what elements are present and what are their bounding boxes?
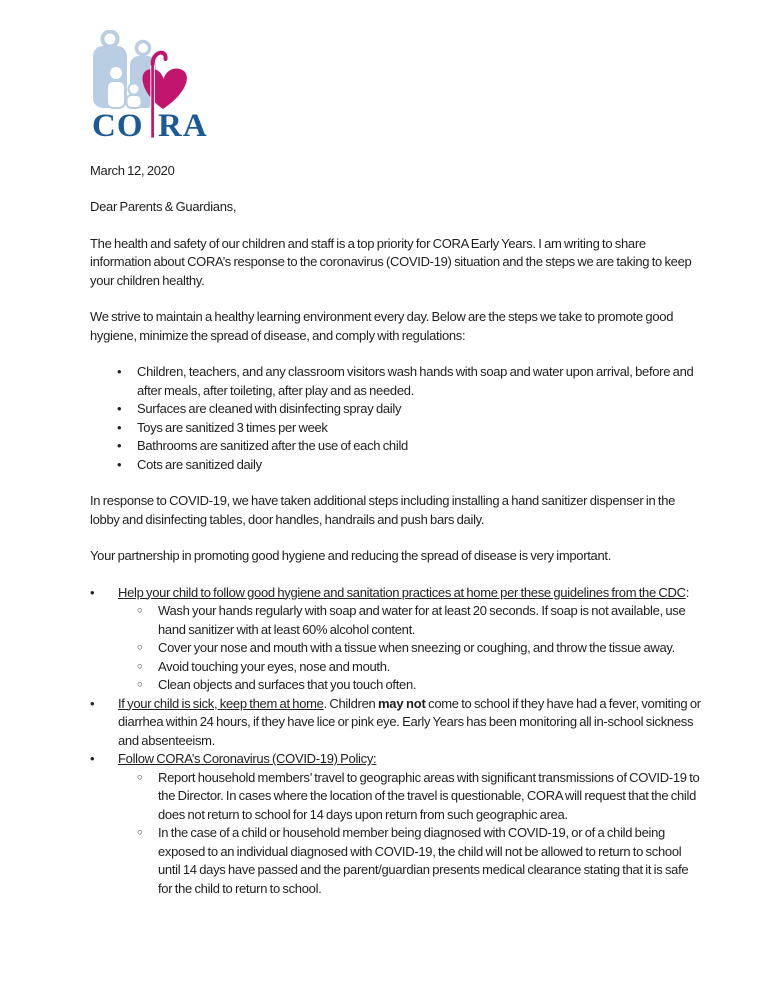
- child-head: [109, 66, 123, 80]
- list-item: [90, 437, 702, 456]
- list-item: [90, 695, 702, 751]
- list-item-text: Children, teachers, and any classroom visitors wash hands with soap and water upon arrival, before and after meals, after toileting, after play and as needed.: [137, 364, 694, 398]
- bullet-icon: •: [117, 419, 122, 435]
- cora-logo-graphic: [90, 30, 208, 142]
- list-item-text: Cover your nose and mouth with a tissue when sneezing or coughing, and throw the tissue away.: [158, 640, 675, 655]
- toddler-body: [127, 95, 142, 108]
- circle-bullet-icon: ○: [137, 605, 143, 616]
- underlined-lead: Help your child to follow good hygiene and sanitation practices at home per these guidelines from the CDC: [118, 584, 686, 600]
- list-item-text: Toys are sanitized 3 times per week: [137, 419, 328, 435]
- list-item-text: Surfaces are cleaned with disinfecting spray daily: [137, 401, 402, 416]
- list-item-text: Wash your hands regularly with soap and water for at least 20 seconds. If soap is not available, use hand sanitizer with at least 60% alcohol content.: [158, 603, 686, 637]
- list-item-text: [118, 695, 702, 751]
- intro-paragraph: The health and safety of our children and staff is a top priority for CORA Early Years. I am writing to share information about CORA’s response to the coronavirus (COVID-19) situation and the steps we are taking to keep your children healthy.: [90, 235, 692, 288]
- bullet-icon: •: [117, 438, 122, 453]
- list-item-text: Clean objects and surfaces that you touch often.: [158, 677, 417, 692]
- sub-list-item: [90, 769, 702, 825]
- partnership-paragraph: Your partnership in promoting good hygiene and reducing the spread of disease is very important.: [90, 548, 612, 563]
- lead-middle: . Children: [323, 695, 378, 711]
- list-item-text: In the case of a child or household member being diagnosed with COVID-19, or of a child being exposed to an individual diagnosed with COVID-19, the child will not be allowed to return to school until 14 days have passed and the parent/guardian presents medical clearance stating that it is safe for the child to return to school.: [158, 825, 689, 896]
- sub-list-item: [90, 824, 702, 898]
- family-icon: [93, 32, 156, 109]
- bullet-icon: •: [90, 751, 95, 766]
- guidelines-list: [90, 584, 702, 899]
- list-item-text: Bathrooms are sanitized after the use of each child: [137, 438, 408, 453]
- underlined-lead: Follow CORA’s Coronavirus (COVID-19) Policy:: [118, 751, 377, 766]
- circle-bullet-icon: ○: [137, 642, 143, 653]
- adult-head: [103, 32, 118, 47]
- covid-response-paragraph: In response to COVID-19, we have taken additional steps including installing a hand sanitizer dispenser in the lobby and disinfecting tables, door handles, handrails and push bars daily.: [90, 493, 676, 527]
- list-item: [90, 750, 702, 769]
- circle-bullet-icon: ○: [137, 660, 143, 672]
- list-item: [90, 363, 702, 400]
- staff-line: [151, 63, 155, 138]
- sub-list-item: [90, 658, 702, 677]
- child-body: [107, 81, 125, 108]
- cora-logo: [90, 30, 702, 148]
- list-item-text: Cots are sanitized daily: [137, 456, 262, 472]
- bullet-icon: •: [117, 364, 122, 379]
- circle-bullet-icon: ○: [137, 827, 143, 838]
- list-item: [90, 584, 702, 603]
- list-item-text: Report household members’ travel to geographic areas with significant transmissions of COVID-19 to the Director. In cases where the location of the travel is questionable, CORA will request that the child does not return to school for 14 days upon return from such geographic area.: [158, 769, 700, 822]
- lead-suffix: :: [685, 584, 690, 600]
- adult-head: [137, 42, 150, 55]
- list-item-text: Avoid touching your eyes, nose and mouth.: [158, 658, 390, 674]
- bold-phrase: may not: [377, 695, 426, 711]
- sub-list-item: [90, 676, 702, 695]
- sub-list-item: [90, 639, 702, 658]
- bullet-icon: •: [90, 695, 95, 711]
- sub-list-item: [90, 602, 702, 639]
- toddler-head: [129, 84, 140, 95]
- circle-bullet-icon: ○: [137, 679, 143, 690]
- lead-suffix: come to school if they have had a fever, vomiting or diarrhea within 24 hours, if they have lice or pink eye. Early Years has been monitoring all in-school sickness and absenteeism.: [118, 695, 701, 748]
- hygiene-steps-list: [90, 363, 702, 474]
- letter-body: [90, 162, 702, 899]
- bullet-icon: •: [90, 584, 95, 600]
- list-item-text: [118, 750, 376, 769]
- underlined-lead: If your child is sick, keep them at home: [118, 695, 324, 711]
- list-item-text: [118, 584, 689, 603]
- hygiene-intro-paragraph: We strive to maintain a healthy learning environment every day. Below are the steps we take to promote good hygiene, minimize the spread of disease, and comply with regulations:: [90, 309, 674, 343]
- list-item: [90, 456, 702, 475]
- list-item: [90, 419, 702, 438]
- staff-hook: [153, 53, 166, 64]
- bullet-icon: •: [117, 401, 122, 416]
- circle-bullet-icon: ○: [137, 771, 143, 783]
- salutation: Dear Parents & Guardians,: [90, 199, 237, 214]
- list-item: [90, 400, 702, 419]
- wordmark-left: CO: [92, 108, 144, 142]
- bullet-icon: •: [117, 456, 122, 472]
- wordmark-right: RA: [158, 108, 208, 142]
- letter-date: March 12, 2020: [90, 162, 175, 178]
